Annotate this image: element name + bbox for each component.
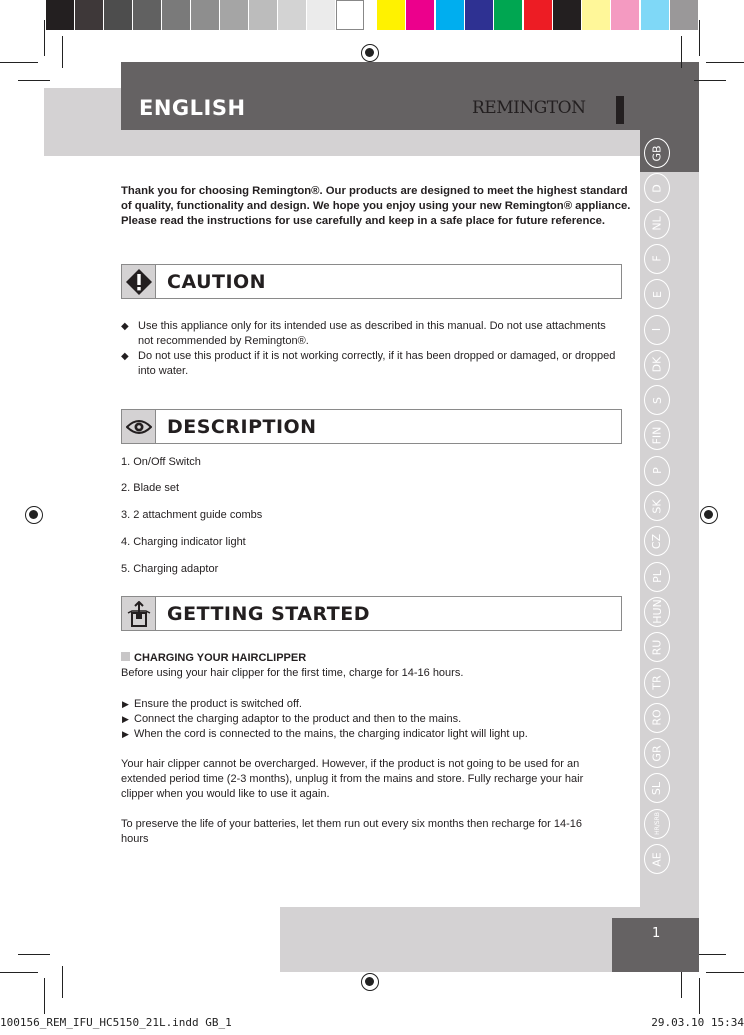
getting-started-title: GETTING STARTED bbox=[167, 602, 370, 625]
gray-swatch bbox=[191, 0, 219, 30]
language-tab-f[interactable] bbox=[644, 244, 670, 274]
eye-icon bbox=[122, 410, 156, 443]
language-tab-label: RO bbox=[650, 709, 664, 726]
language-tab-ro[interactable] bbox=[644, 703, 670, 733]
square-bullet-icon bbox=[121, 652, 130, 661]
language-tab-hr-srb[interactable] bbox=[644, 809, 670, 839]
crop-mark bbox=[694, 80, 726, 81]
crop-mark bbox=[681, 36, 682, 68]
color-swatch bbox=[377, 0, 405, 30]
slug-filename: 100156_REM_IFU_HC5150_21L.indd GB_1 bbox=[0, 1016, 232, 1029]
gray-swatch bbox=[220, 0, 248, 30]
color-swatch bbox=[670, 0, 698, 30]
language-tab-dk[interactable] bbox=[644, 350, 670, 380]
gray-swatch bbox=[104, 0, 132, 30]
caution-heading bbox=[121, 264, 622, 299]
crop-mark bbox=[18, 80, 50, 81]
color-swatch bbox=[436, 0, 464, 30]
language-tab-i[interactable] bbox=[644, 315, 670, 345]
slug-date: 29.03.10 15:34 bbox=[651, 1016, 744, 1029]
language-tab-p[interactable] bbox=[644, 456, 670, 486]
language-tab-s[interactable] bbox=[644, 385, 670, 415]
caution-title: CAUTION bbox=[167, 270, 267, 293]
caution-item: ◆ Use this appliance only for its intended use as described in this manual. Do not use attachments not recommended by Remington®. bbox=[121, 320, 606, 347]
crop-mark bbox=[706, 972, 744, 973]
language-tab-label: FIN bbox=[650, 426, 664, 445]
color-swatch bbox=[582, 0, 610, 30]
language-tab-ae[interactable] bbox=[644, 844, 670, 874]
description-title: DESCRIPTION bbox=[167, 415, 317, 438]
color-swatch bbox=[524, 0, 552, 30]
language-tab-sk[interactable] bbox=[644, 491, 670, 521]
color-swatch bbox=[465, 0, 493, 30]
color-swatch bbox=[611, 0, 639, 30]
triangle-bullet-icon: ▶ bbox=[122, 714, 129, 724]
warning-diamond-icon bbox=[122, 265, 156, 298]
language-tab-label: D bbox=[650, 184, 664, 193]
language-tab-label: HR/SRB bbox=[653, 812, 661, 836]
language-tab-tr[interactable] bbox=[644, 668, 670, 698]
language-tab-ru[interactable] bbox=[644, 632, 670, 662]
language-tab-label: S bbox=[650, 396, 664, 404]
language-tab-label: AE bbox=[650, 851, 664, 867]
diamond-bullet-icon: ◆ bbox=[121, 321, 129, 332]
language-tab-label: CZ bbox=[650, 533, 664, 549]
box-unpack-icon bbox=[122, 597, 156, 630]
language-tab-label: E bbox=[650, 290, 664, 298]
gray-swatch bbox=[75, 0, 103, 30]
registration-mark-icon bbox=[361, 44, 379, 62]
language-tab-label: NL bbox=[650, 216, 664, 231]
color-swatch bbox=[494, 0, 522, 30]
intro-text: Thank you for choosing Remington®. Our products are designed to meet the highest standard of quality, functionality and design. We hope you enjoy using your new Remington® appliance. Please read the instructions for use carefully and keep in a safe place for future reference. bbox=[121, 185, 631, 227]
charging-subheading: CHARGING YOUR HAIRCLIPPER bbox=[121, 651, 306, 666]
description-item: 4. Charging indicator light bbox=[121, 536, 246, 548]
language-tab-gb[interactable] bbox=[644, 138, 670, 168]
triangle-bullet-icon: ▶ bbox=[122, 729, 129, 739]
battery-paragraph: To preserve the life of your batteries, let them run out every six months then recharge for 14-16 hours bbox=[121, 818, 583, 845]
crop-mark bbox=[706, 62, 744, 63]
crop-mark bbox=[699, 978, 700, 1014]
language-tab-label: RU bbox=[650, 639, 664, 656]
page-number: 1 bbox=[652, 926, 661, 941]
gray-swatch bbox=[249, 0, 277, 30]
page-title: ENGLISH bbox=[139, 96, 246, 120]
step-item: ▶ When the cord is connected to the mains, the charging indicator light will light up. bbox=[122, 728, 528, 740]
description-item: 3. 2 attachment guide combs bbox=[121, 509, 263, 521]
gray-swatch bbox=[46, 0, 74, 30]
charging-intro: Before using your hair clipper for the first time, charge for 14-16 hours. bbox=[121, 667, 464, 679]
color-swatch bbox=[553, 0, 581, 30]
remington-logo: REMINGTON bbox=[472, 98, 586, 118]
description-item: 1. On/Off Switch bbox=[121, 456, 201, 468]
crop-mark bbox=[44, 20, 45, 56]
triangle-bullet-icon: ▶ bbox=[122, 699, 129, 709]
language-tab-label: DK bbox=[650, 356, 664, 373]
registration-mark-icon bbox=[25, 506, 43, 524]
language-tab-label: F bbox=[650, 255, 664, 263]
language-tab-label: P bbox=[650, 467, 664, 475]
crop-mark bbox=[44, 978, 45, 1014]
language-tab-label: GR bbox=[650, 745, 664, 762]
crop-mark bbox=[18, 954, 50, 955]
language-tab-e[interactable] bbox=[644, 279, 670, 309]
color-swatch bbox=[641, 0, 669, 30]
diamond-bullet-icon: ◆ bbox=[121, 351, 129, 362]
language-tab-hun[interactable] bbox=[644, 597, 670, 627]
language-tab-label: PL bbox=[650, 570, 664, 583]
registration-mark-icon bbox=[700, 506, 718, 524]
language-tab-nl[interactable] bbox=[644, 209, 670, 239]
language-tab-label: HUN bbox=[650, 599, 664, 625]
gray-swatch bbox=[278, 0, 306, 30]
language-tab-label: TR bbox=[650, 675, 664, 690]
page-background-band bbox=[44, 88, 121, 156]
registration-mark-icon bbox=[361, 973, 379, 991]
step-item: ▶ Connect the charging adaptor to the product and then to the mains. bbox=[122, 713, 462, 725]
language-tab-label: I bbox=[650, 327, 664, 332]
language-tab-label: SK bbox=[650, 498, 664, 514]
logo-bar bbox=[616, 96, 624, 124]
page-background-band bbox=[121, 130, 699, 156]
caution-item: ◆ Do not use this product if it is not working correctly, if it has been dropped or damaged, or dropped into water. bbox=[121, 350, 616, 377]
language-tab-gr[interactable] bbox=[644, 738, 670, 768]
language-tab-pl[interactable] bbox=[644, 562, 670, 592]
gray-swatch bbox=[336, 0, 364, 30]
gray-swatch bbox=[307, 0, 335, 30]
language-tab-label: GB bbox=[650, 144, 664, 162]
crop-mark bbox=[62, 966, 63, 998]
crop-mark bbox=[0, 972, 38, 973]
crop-mark bbox=[699, 20, 700, 56]
description-heading bbox=[121, 409, 622, 444]
gray-swatch bbox=[133, 0, 161, 30]
step-item: ▶ Ensure the product is switched off. bbox=[122, 698, 302, 710]
description-item: 2. Blade set bbox=[121, 482, 180, 494]
crop-mark bbox=[0, 62, 38, 63]
getting-started-heading bbox=[121, 596, 622, 631]
overcharge-paragraph: Your hair clipper cannot be overcharged. However, if the product is not going to be used for an extended period time (2-3 months), unplug it from the mains and store. Fully recharge your hair clipper when you would like to use it again. bbox=[121, 758, 584, 800]
color-swatch bbox=[406, 0, 434, 30]
description-item: 5. Charging adaptor bbox=[121, 563, 219, 575]
language-tab-label: SL bbox=[650, 781, 664, 795]
gray-swatch bbox=[162, 0, 190, 30]
crop-mark bbox=[62, 36, 63, 68]
